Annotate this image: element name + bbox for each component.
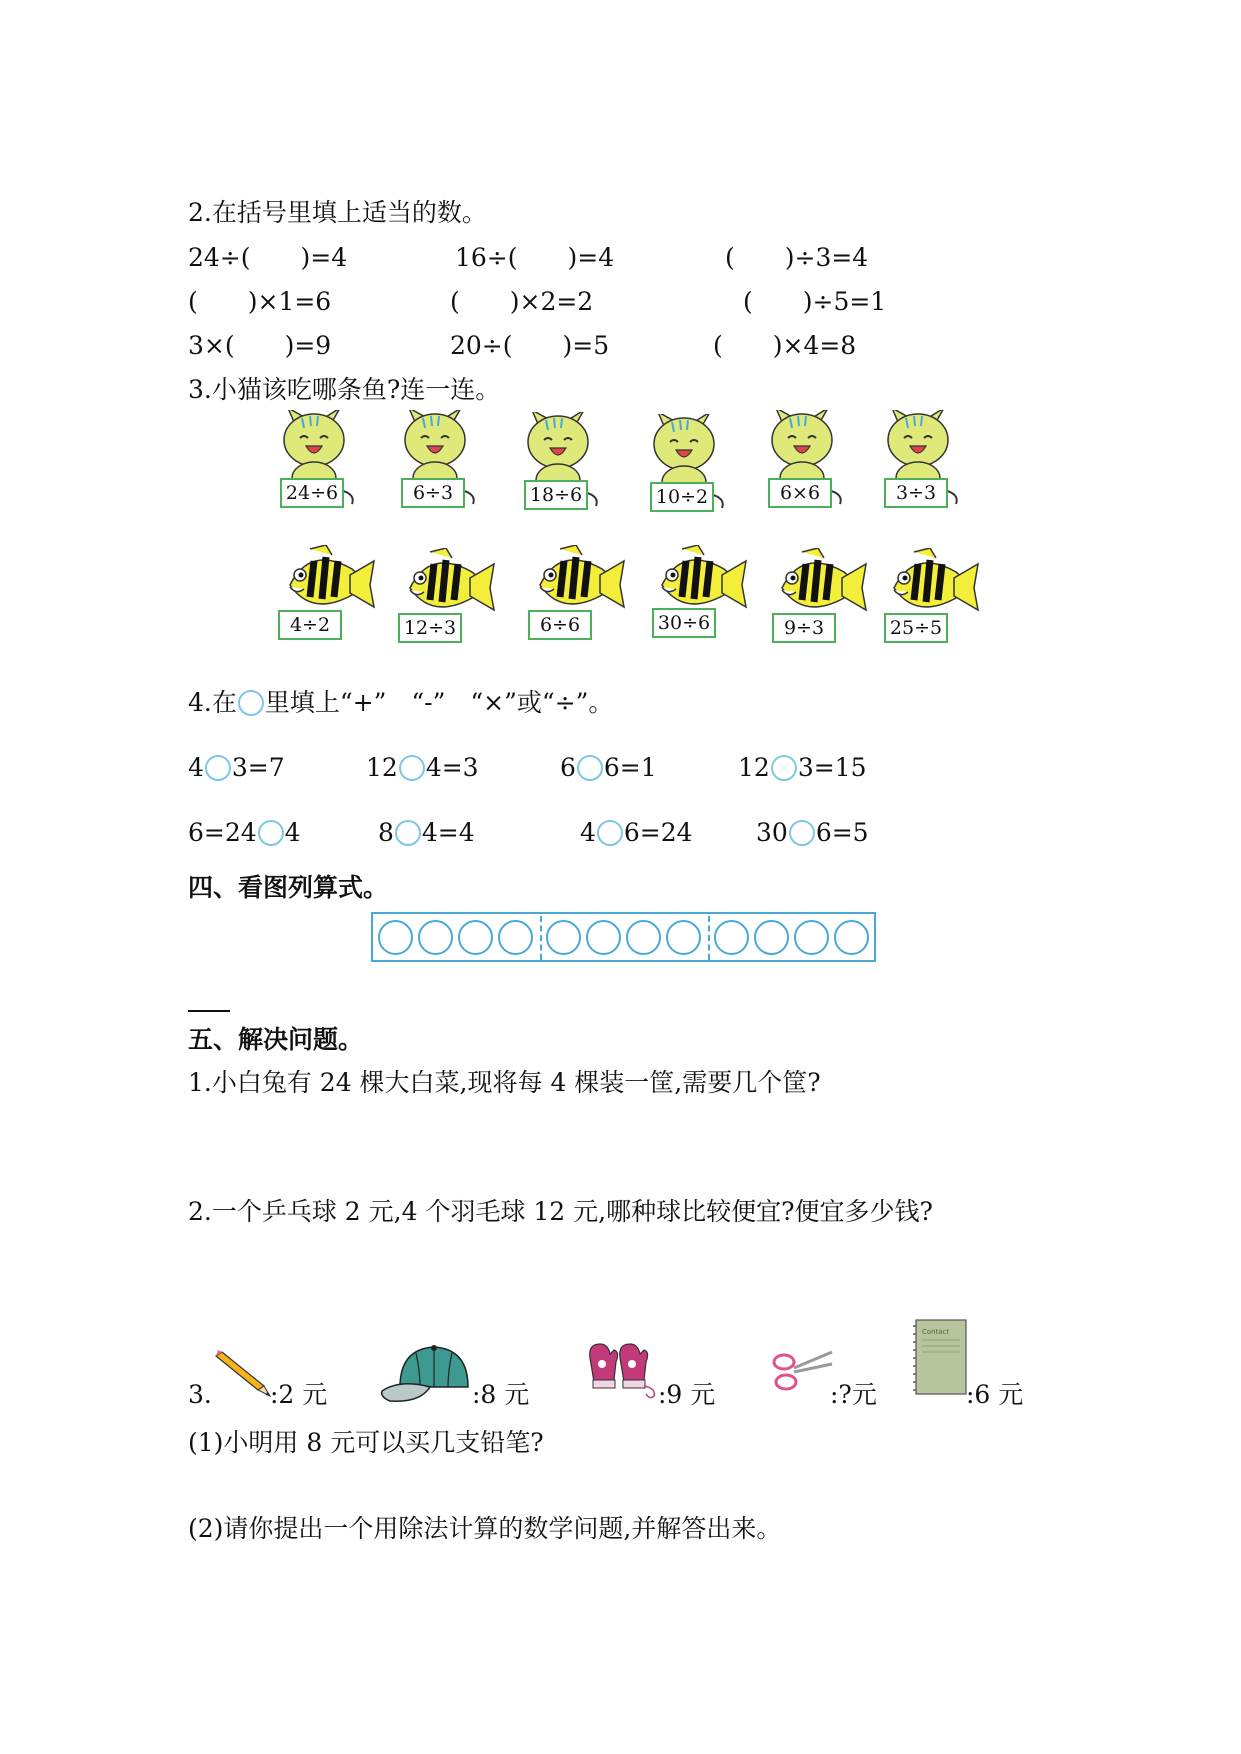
fish-expression[interactable]: 4÷2 [278, 610, 342, 640]
price-pencil: :2 元 [270, 1380, 328, 1409]
q2-eq-2-2[interactable]: ( )×2=2 [450, 287, 594, 316]
cat-expression[interactable]: 24÷6 [280, 478, 344, 508]
fish-expression[interactable]: 12÷3 [398, 613, 462, 643]
price-notebook: :6 元 [966, 1380, 1024, 1409]
price-cap: :8 元 [472, 1380, 530, 1409]
q4-title-pre: 4.在 [188, 688, 237, 717]
operator-blank[interactable] [597, 820, 623, 846]
q2-eq-3-1[interactable]: 3×( )=9 [188, 331, 332, 360]
fish-expression[interactable]: 6÷6 [528, 610, 592, 640]
q2-eq-2-1[interactable]: ( )×1=6 [188, 287, 332, 316]
cat-expression[interactable]: 6÷3 [401, 478, 465, 508]
q3-title: 3.小猫该吃哪条鱼?连一连。 [188, 375, 501, 404]
fish-icon [270, 545, 376, 617]
notebook-cover-text: Contact [922, 1328, 950, 1336]
q2-eq-1-1[interactable]: 24÷( )=4 [188, 243, 348, 272]
cat-expression[interactable]: 10÷2 [650, 482, 714, 512]
q4-eq: 8 4=4 [378, 818, 475, 847]
circle-icon [754, 920, 789, 955]
circle-icon [834, 920, 869, 955]
circle-icon [546, 920, 581, 955]
circle-icon [498, 920, 533, 955]
circle-icon [714, 920, 749, 955]
fish-icon [642, 545, 748, 617]
circle-icon [458, 920, 493, 955]
section-4-title: 四、看图列算式。 [188, 873, 389, 902]
operator-blank[interactable] [789, 820, 815, 846]
fish-icon [390, 548, 496, 620]
pencil-icon [212, 1350, 272, 1400]
problem-3-number: 3. [188, 1380, 212, 1409]
circle-icon [666, 920, 701, 955]
q4-title-post: 里填上“+” “-” “×”或“÷”。 [264, 688, 614, 717]
operator-blank[interactable] [577, 755, 603, 781]
cat-expression[interactable]: 6×6 [768, 478, 832, 508]
answer-line[interactable] [188, 1010, 230, 1012]
cap-icon [380, 1343, 476, 1405]
circle-icon [794, 920, 829, 955]
fish-icon [520, 545, 626, 617]
dashed-divider [708, 916, 710, 960]
gloves-icon [584, 1340, 664, 1400]
notebook-icon [912, 1318, 968, 1398]
q2-eq-3-2[interactable]: 20÷( )=5 [450, 331, 610, 360]
q4-eq: 6=24 4 [188, 818, 301, 847]
fish-expression[interactable]: 30÷6 [652, 608, 716, 638]
price-scissors: :?元 [830, 1380, 877, 1409]
sub-question-2: (2)请你提出一个用除法计算的数学问题,并解答出来。 [188, 1514, 782, 1543]
operator-blank[interactable] [205, 755, 231, 781]
circle-icon [378, 920, 413, 955]
q2-eq-3-3[interactable]: ( )×4=8 [713, 331, 857, 360]
fish-icon [762, 548, 868, 620]
cat-expression[interactable]: 3÷3 [884, 478, 948, 508]
operator-blank[interactable] [399, 755, 425, 781]
q4-eq: 30 6=5 [756, 818, 869, 847]
blank-circle-icon [238, 690, 264, 716]
problem-2: 2.一个乒乓球 2 元,4 个羽毛球 12 元,哪种球比较便宜?便宜多少钱? [188, 1197, 933, 1226]
sub-question-1: (1)小明用 8 元可以买几支铅笔? [188, 1428, 544, 1457]
q2-eq-2-3[interactable]: ( )÷5=1 [743, 287, 887, 316]
circle-icon [586, 920, 621, 955]
dashed-divider [540, 916, 542, 960]
price-gloves: :9 元 [658, 1380, 716, 1409]
scissors-icon [770, 1348, 834, 1394]
q4-eq: 6 6=1 [560, 753, 657, 782]
q2-title: 2.在括号里填上适当的数。 [188, 198, 487, 227]
q4-eq: 12 4=3 [366, 753, 479, 782]
fish-expression[interactable]: 25÷5 [884, 613, 948, 643]
circle-strip [371, 912, 876, 962]
q4-eq: 12 3=15 [738, 753, 867, 782]
problem-1: 1.小白兔有 24 棵大白菜,现将每 4 棵装一筐,需要几个筐? [188, 1068, 821, 1097]
q4-eq: 4 3=7 [188, 753, 285, 782]
operator-blank[interactable] [258, 820, 284, 846]
fish-icon [874, 548, 980, 620]
section-5-title: 五、解决问题。 [188, 1025, 364, 1054]
operator-blank[interactable] [395, 820, 421, 846]
circle-icon [418, 920, 453, 955]
q4-title [188, 688, 613, 718]
fish-expression[interactable]: 9÷3 [772, 613, 836, 643]
operator-blank[interactable] [771, 755, 797, 781]
cat-expression[interactable]: 18÷6 [524, 480, 588, 510]
circle-icon [626, 920, 661, 955]
q2-eq-1-3[interactable]: ( )÷3=4 [725, 243, 869, 272]
q2-eq-1-2[interactable]: 16÷( )=4 [455, 243, 615, 272]
q4-eq: 4 6=24 [580, 818, 693, 847]
